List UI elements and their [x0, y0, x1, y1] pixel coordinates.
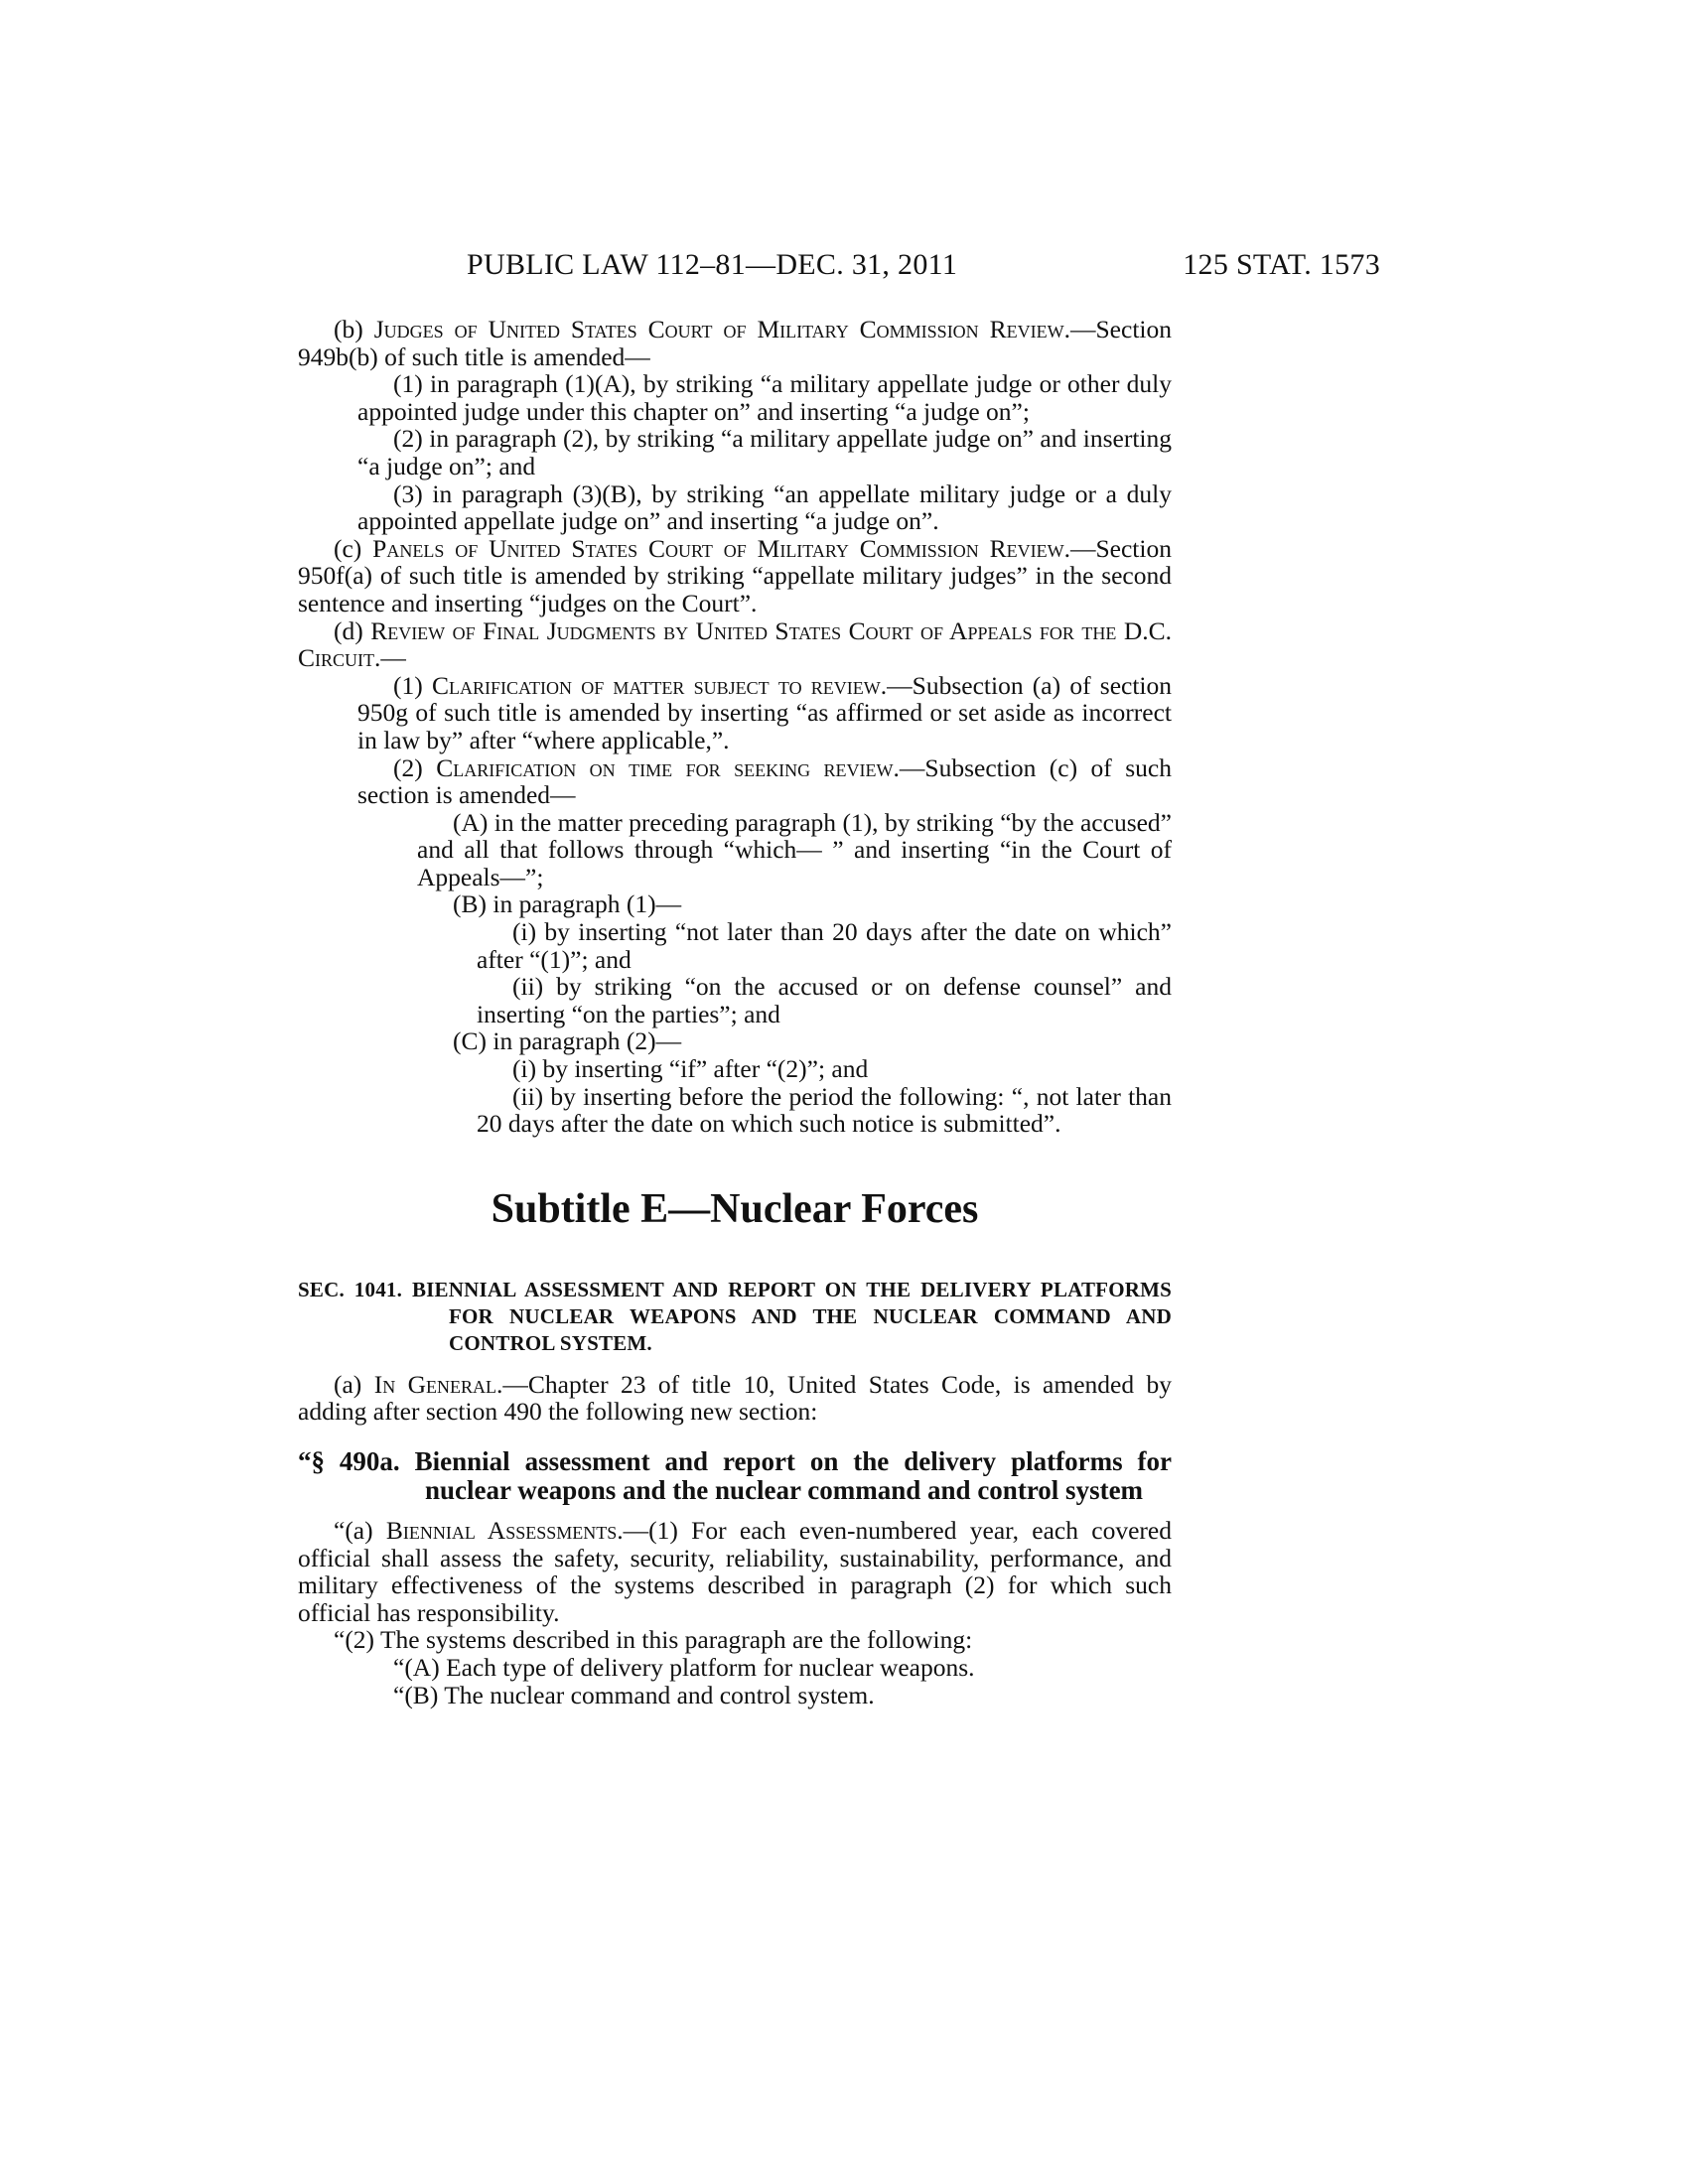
paragraph-b1: (1) in paragraph (1)(A), by striking “a military appellate judge or other duly appointed judge under this chapter on” and inserting “a judge on”;	[357, 369, 1172, 426]
quoted-paragraph-2: “(2) The systems described in this paragraph are the following:	[334, 1625, 973, 1655]
clause-d2Ci: (i) by inserting “if” after “(2)”; and	[512, 1054, 869, 1084]
quoted-subparagraph-A: “(A) Each type of delivery platform for nuclear weapons.	[393, 1652, 975, 1682]
subsection-d: (d) Review of Final Judgments by United States Court of Appeals for the D.C. Circuit.—	[298, 615, 1172, 673]
section-490a-heading: “§ 490a. Biennial assessment and report on the delivery platforms for nuclear weapons and the nuclear command and control system	[298, 1446, 1172, 1505]
clause-d2Cii: (ii) by inserting before the period the following: “, not later than 20 days after the date on which such notice is submitted”.	[477, 1081, 1172, 1139]
paragraph-d1: (1) Clarification of matter subject to review.—Subsection (a) of section 950g of such title is amended by inserting “as affirmed or set aside as incorrect in law by” after “where applicable,”.	[357, 670, 1173, 754]
subtitle-heading: Subtitle E—Nuclear Forces	[491, 1185, 979, 1232]
subparagraph-d2B: (B) in paragraph (1)—	[453, 889, 682, 919]
clause-d2Bi: (i) by inserting “not later than 20 days after the date on which” after “(1)”; and	[477, 917, 1172, 974]
subsection-b: (b) Judges of United States Court of Military Commission Review.—Section 949b(b) of such title is amended—	[298, 315, 1172, 371]
subsection-c: (c) Panels of United States Court of Military Commission Review.—Section 950f(a) of such title is amended by striking “appellate military judges” in the second sentence and inserting “judges on the Court”.	[298, 533, 1172, 617]
paragraph-b2: (2) in paragraph (2), by striking “a military appellate judge on” and inserting “a judge on”; and	[357, 424, 1172, 480]
document-body	[298, 316, 1172, 1708]
paragraph-b3: (3) in paragraph (3)(B), by striking “an appellate military judge or a duly appointed appellate judge on” and inserting “a judge on”.	[357, 478, 1172, 536]
quoted-subsection-a: “(a) Biennial Assessments.—(1) For each even-numbered year, each covered official shall assess the safety, security, reliability, sustainability, performance, and military effectiveness of the systems described in paragraph (2) for which such official has responsibility.	[298, 1516, 1172, 1627]
header-law-date: PUBLIC LAW 112–81—DEC. 31, 2011	[467, 248, 958, 281]
section-heading: SEC. 1041. BIENNIAL ASSESSMENT AND REPORT ON THE DELIVERY PLATFORMS FOR NUCLEAR WEAPONS AND THE NUCLEAR COMMAND AND CONTROL SYSTEM.	[298, 1277, 1172, 1355]
clause-d2Bii: (ii) by striking “on the accused or on defense counsel” and inserting “on the parties”; and	[477, 972, 1172, 1028]
subsection-a: (a) In General.—Chapter 23 of title 10, United States Code, is amended by adding after section 490 the following new section:	[298, 1369, 1173, 1427]
paragraph-d2: (2) Clarification on time for seeking review.—Subsection (c) of such section is amended—	[357, 752, 1173, 810]
subparagraph-d2A: (A) in the matter preceding paragraph (1), by striking “by the accused” and all that follows through “which— ” and inserting “in the Court of Appeals—”;	[417, 807, 1172, 891]
subparagraph-d2C: (C) in paragraph (2)—	[453, 1026, 682, 1056]
header-stat-page: 125 STAT. 1573	[1183, 248, 1380, 281]
quoted-subparagraph-B: “(B) The nuclear command and control system.	[393, 1680, 875, 1709]
running-header	[298, 248, 1380, 288]
